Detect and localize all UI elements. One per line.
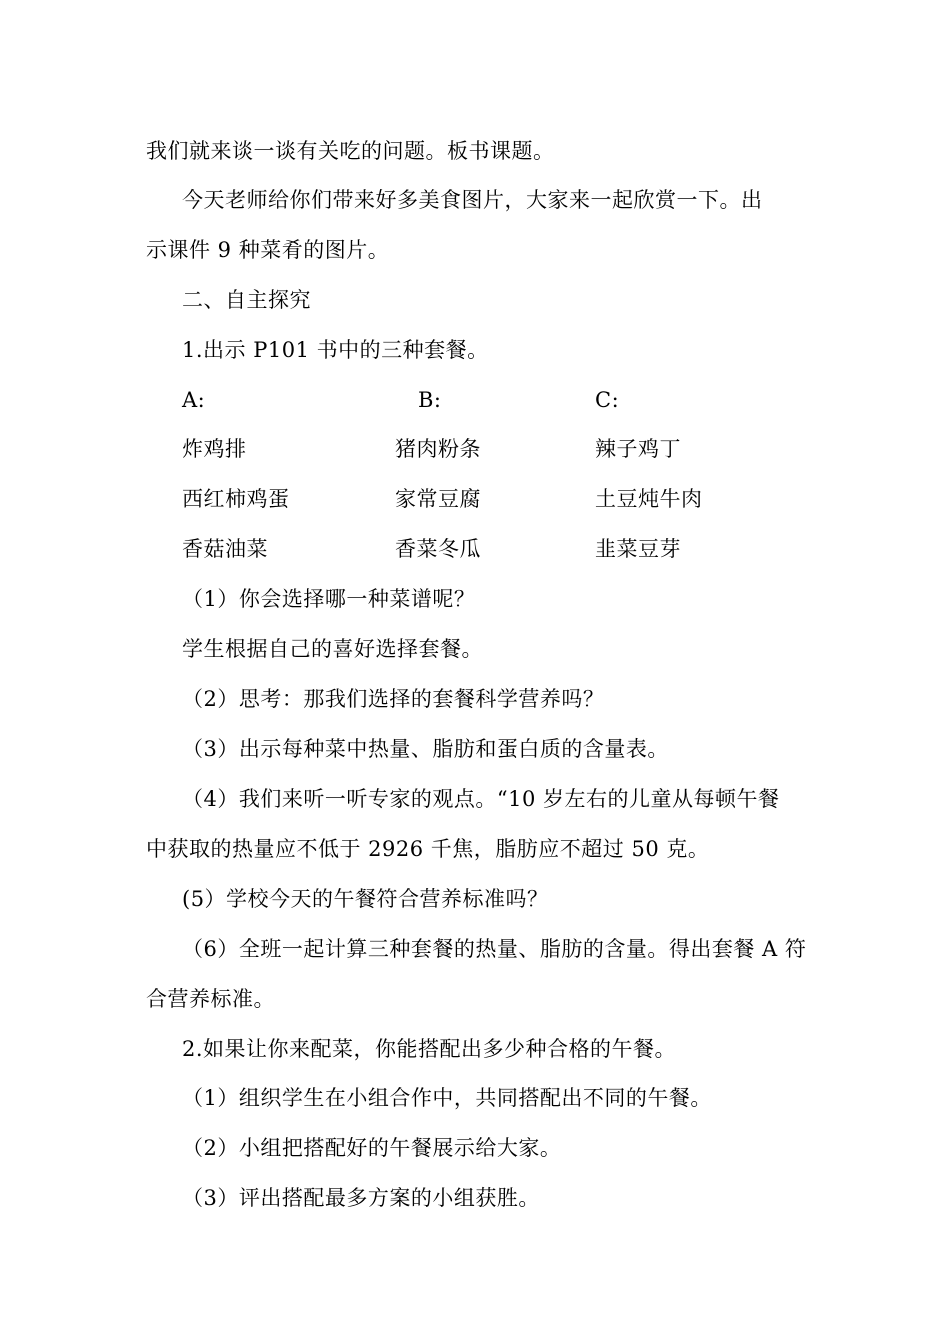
paragraph-line: 合营养标准。 [146,987,275,1011]
paragraph-line: （2）思考：那我们选择的套餐科学营养吗？ [182,687,605,711]
paragraph-line: （1）你会选择哪一种菜谱呢？ [182,587,476,611]
menu-item: 西红柿鸡蛋 [182,487,290,511]
paragraph-line: （3）评出搭配最多方案的小组获胜。 [182,1186,540,1210]
menu-item: 香菇油菜 [182,537,268,561]
section-heading: 二、自主探究 [182,288,311,312]
menu-item: 家常豆腐 [395,487,481,511]
menu-item: 土豆炖牛肉 [595,487,703,511]
paragraph-line: 我们就来谈一谈有关吃的问题。板书课题。 [146,139,555,163]
paragraph-line: 示课件 9 种菜肴的图片。 [146,238,390,262]
paragraph-line: （3）出示每种菜中热量、脂肪和蛋白质的含量表。 [182,737,669,761]
paragraph-line: 1.出示 P101 书中的三种套餐。 [182,338,489,362]
paragraph-line: （6）全班一起计算三种套餐的热量、脂肪的含量。得出套餐 A 符 [182,937,807,961]
menu-header-c: C: [595,388,620,412]
paragraph-line: （2）小组把搭配好的午餐展示给大家。 [182,1136,562,1160]
menu-item: 韭菜豆芽 [595,537,681,561]
menu-header-a: A: [182,388,206,412]
paragraph-line: 中获取的热量应不低于 2926 千焦，脂肪应不超过 50 克。 [146,837,710,861]
paragraph-line: 学生根据自己的喜好选择套餐。 [182,637,483,661]
paragraph-line: (5）学校今天的午餐符合营养标准吗？ [182,887,549,911]
menu-item: 香菜冬瓜 [395,537,481,561]
menu-item: 猪肉粉条 [395,437,481,461]
menu-item: 炸鸡排 [182,437,247,461]
paragraph-line: （4）我们来听一听专家的观点。“10 岁左右的儿童从每顿午餐 [182,787,780,811]
paragraph-line: （1）组织学生在小组合作中，共同搭配出不同的午餐。 [182,1086,712,1110]
menu-item: 辣子鸡丁 [595,437,681,461]
menu-header-b: B: [418,388,442,412]
paragraph-line: 2.如果让你来配菜，你能搭配出多少种合格的午餐。 [182,1037,677,1061]
paragraph-line: 今天老师给你们带来好多美食图片，大家来一起欣赏一下。出 [182,188,763,212]
